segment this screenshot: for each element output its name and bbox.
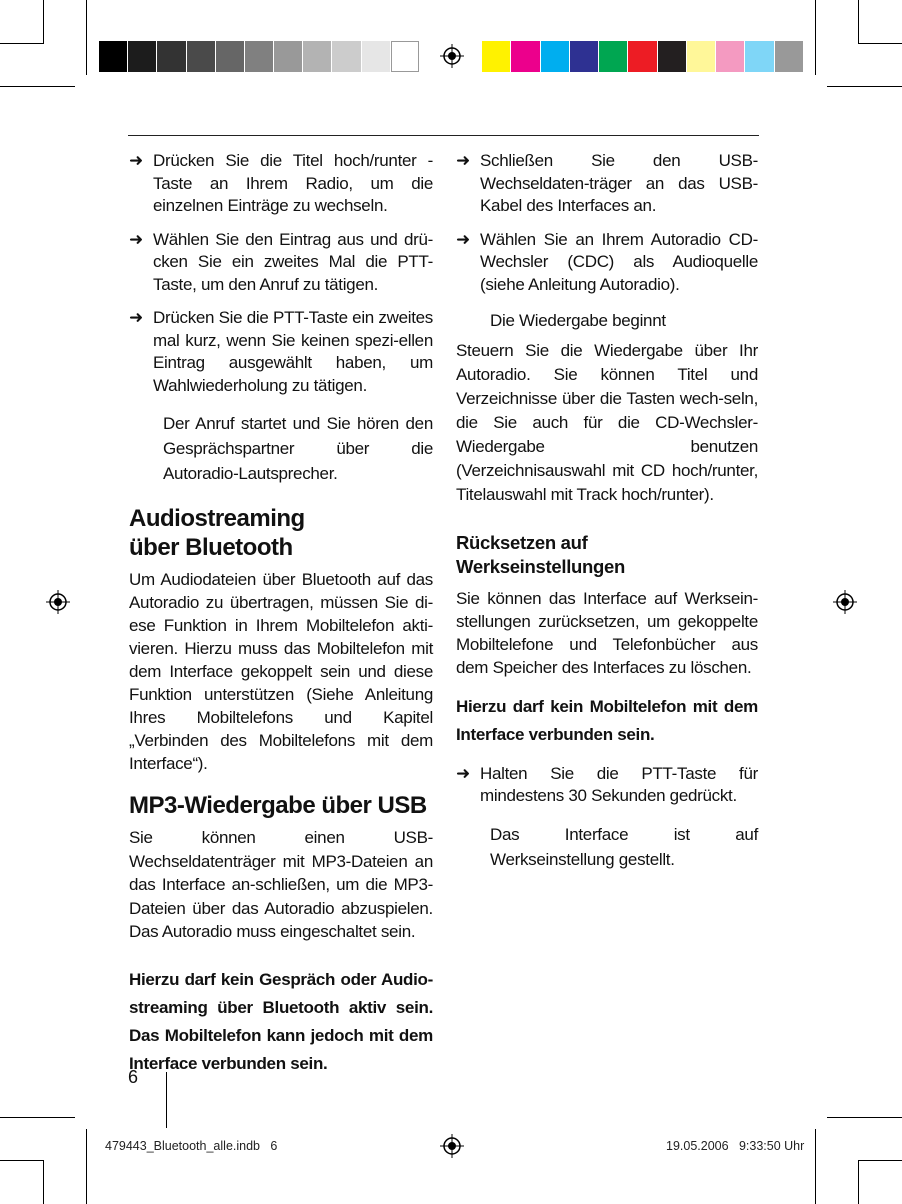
crop-mark-top-left-v2: [86, 0, 87, 75]
body-paragraph: Sie können einen USB-Wechseldatenträger mit MP3-Dateien an das Interface an-schließen, um die MP3-Dateien über das Autoradio abzuspielen. Das Autoradio muss eingeschaltet sein.: [129, 828, 433, 941]
step-text: Halten Sie die PTT-Taste für mindestens 30 Sekunden gedrückt.: [480, 763, 758, 805]
crop-mark-top-left-h: [0, 43, 44, 44]
step-text: Drücken Sie die Titel hoch/runter - Taste an Ihrem Radio, um die einzelnen Einträge zu wechseln.: [153, 151, 433, 215]
grayscale-swatch: [128, 41, 156, 72]
process-color-swatch: [658, 41, 686, 72]
warning-note: Hierzu darf kein Mobiltelefon mit dem Interface verbunden sein.: [456, 696, 758, 744]
crop-mark-bottom-right-v: [815, 1129, 816, 1204]
process-color-swatch: [628, 41, 656, 72]
grayscale-swatch: [362, 41, 390, 72]
grayscale-swatch: [245, 41, 273, 72]
process-color-swatch: [745, 41, 773, 72]
step-text: Schließen Sie den USB-Wechseldaten-träger an das USB-Kabel des Interfaces an.: [480, 151, 758, 215]
step-text: Wählen Sie den Eintrag aus und drü-cken Sie ein zweites Mal die PTT-Taste, um den Anruf zu tätigen.: [153, 229, 433, 294]
file-slug: 479443_Bluetooth_alle.indb 6: [105, 1139, 278, 1153]
body-paragraph: Steuern Sie die Wiedergabe über Ihr Autoradio. Sie können Titel und Verzeichnisse über die Tasten wech-seln, die Sie auch für die CD-Wechsler-Wiedergabe benutzen (Verzeichnisauswahl mit CD hoch/runter, Titelauswahl mit Track hoch/runter).: [456, 340, 758, 504]
grayscale-swatch: [391, 41, 419, 72]
crop-mark-bottom-left-v: [86, 1129, 87, 1204]
date-slug: 19.05.2006 9:33:50 Uhr: [666, 1139, 805, 1153]
crop-mark-bottom-left-v2: [43, 1160, 44, 1204]
crop-mark-top-right-h2: [827, 86, 902, 87]
crop-mark-top-left-h2: [0, 86, 75, 87]
body-paragraph: Um Audiodateien über Bluetooth auf das Autoradio zu übertragen, müssen Sie di-ese Funktion in Ihrem Mobiltelefon akti-vieren. Hierzu muss das Mobiltelefon mit dem Interface gekoppelt sein und diese Funktion unterstützen (Siehe Anleitung Ihres Mobiltelefons und Kapitel „Verbinden des Mobiltelefons mit dem Interface“).: [129, 570, 433, 773]
arrow-right-icon: ➜: [456, 151, 470, 170]
warning-note: Hierzu darf kein Gespräch oder Audio-streaming über Bluetooth aktiv sein. Das Mobiltelefon kann jedoch mit dem Interface verbunden sein.: [129, 969, 433, 1073]
instruction-step: [456, 763, 758, 808]
process-color-swatch: [599, 41, 627, 72]
arrow-right-icon: ➜: [129, 308, 143, 327]
grayscale-color-bar: [99, 40, 420, 73]
instruction-step: [129, 307, 433, 397]
grayscale-swatch: [99, 41, 127, 72]
section-heading-audiostreaming: [129, 504, 433, 562]
crop-mark-bottom-right-h2: [858, 1160, 902, 1161]
arrow-right-icon: ➜: [129, 151, 143, 170]
heading-line: über Bluetooth: [129, 534, 293, 561]
result-text: Die Wiedergabe beginnt: [490, 311, 666, 330]
process-color-swatch: [716, 41, 744, 72]
step-text: Wählen Sie an Ihrem Autoradio CD-Wechsler (CDC) als Audioquelle (siehe Anleitung Autoradio).: [480, 229, 758, 294]
body-paragraph: Sie können das Interface auf Werksein-stellungen zurücksetzen, um gekoppelte Mobiltelefone und Telefonbücher aus dem Speicher des Interfaces zu löschen.: [456, 588, 758, 677]
instruction-step: [456, 229, 758, 297]
left-column: [129, 150, 433, 1092]
crop-mark-top-right-v: [858, 0, 859, 44]
header-rule: [128, 135, 759, 136]
crop-mark-top-left-v: [43, 0, 44, 44]
crop-mark-bottom-right-v2: [858, 1160, 859, 1204]
crop-mark-bottom-left-h: [0, 1117, 75, 1118]
arrow-right-icon: ➜: [129, 229, 143, 249]
grayscale-swatch: [274, 41, 302, 72]
registration-mark-bottom-icon: [440, 1134, 464, 1158]
instruction-step: [456, 150, 758, 218]
page-number: 6: [128, 1067, 139, 1087]
registration-mark-top-icon: [440, 44, 464, 68]
arrow-right-icon: ➜: [456, 763, 470, 783]
process-color-swatch: [511, 41, 539, 72]
crop-mark-bottom-right-h: [827, 1117, 902, 1118]
result-text: Das Interface ist auf Werkseinstellung gestellt.: [490, 824, 758, 869]
crop-mark-top-right-h: [858, 43, 902, 44]
process-color-swatch: [775, 41, 803, 72]
crop-mark-bottom-left-h2: [0, 1160, 44, 1161]
section-heading-mp3-usb: MP3-Wiedergabe über USB: [129, 792, 427, 819]
process-color-swatch: [482, 41, 510, 72]
process-color-swatch: [687, 41, 715, 72]
registration-mark-left-icon: [46, 590, 70, 614]
instruction-step: [129, 229, 433, 297]
step-text: Drücken Sie die PTT-Taste ein zweites mal kurz, wenn Sie keinen spezi-ellen Eintrag ausgewählt haben, um Wahlwiederholung zu tätigen.: [153, 308, 433, 395]
process-color-bar: [482, 40, 804, 73]
arrow-right-icon: ➜: [456, 229, 470, 249]
registration-mark-right-icon: [833, 590, 857, 614]
process-color-swatch: [541, 41, 569, 72]
right-column: [456, 150, 758, 886]
instruction-step: [129, 150, 433, 218]
grayscale-swatch: [157, 41, 185, 72]
grayscale-swatch: [187, 41, 215, 72]
grayscale-swatch: [216, 41, 244, 72]
section-heading-reset: Rücksetzen auf Werkseinstellungen: [456, 531, 626, 577]
heading-line: Audiostreaming: [129, 505, 305, 532]
process-color-swatch: [570, 41, 598, 72]
result-text: Der Anruf startet und Sie hören den Gesprächspartner über die Autoradio-Lautsprecher.: [163, 414, 433, 483]
grayscale-swatch: [303, 41, 331, 72]
grayscale-swatch: [332, 41, 360, 72]
crop-mark-top-right-v2: [815, 0, 816, 75]
